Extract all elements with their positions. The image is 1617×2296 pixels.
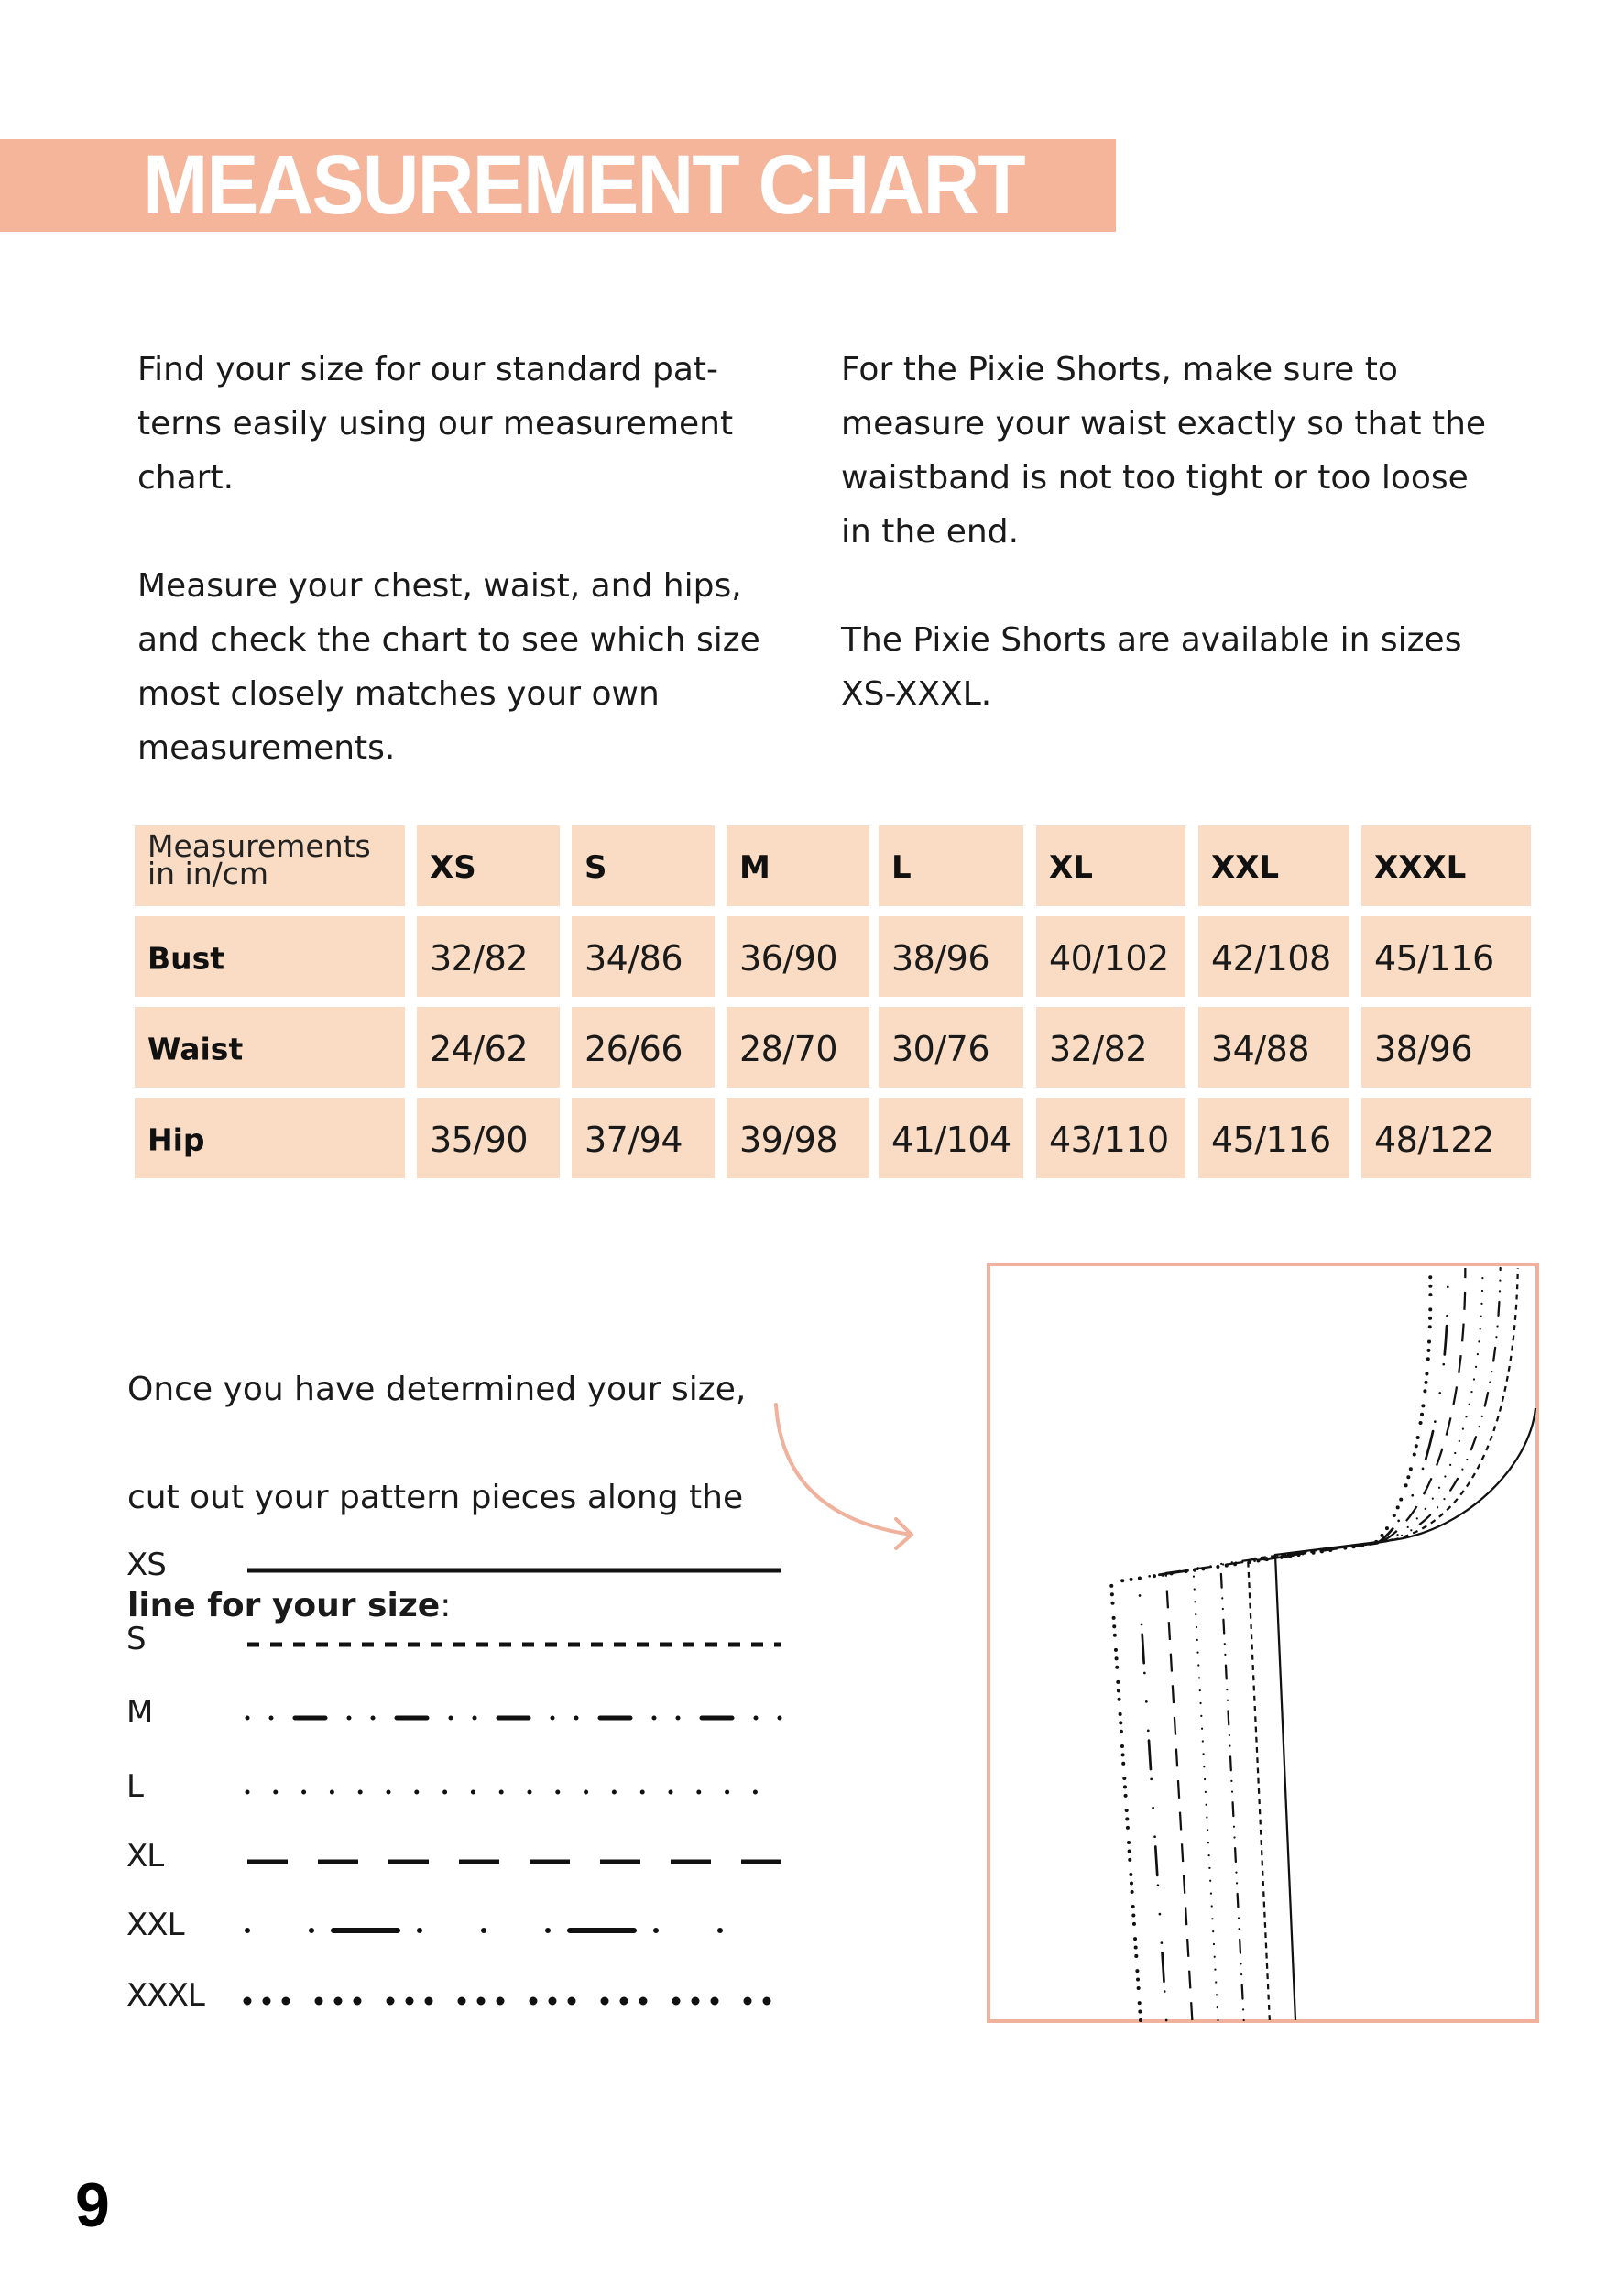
measurement-value: 45/116 bbox=[1374, 938, 1494, 979]
measurement-value: 36/90 bbox=[739, 938, 838, 979]
measurement-value: 37/94 bbox=[585, 1120, 683, 1161]
legend-size-label: XS bbox=[126, 1547, 166, 1583]
paragraph-line: waistband is not too tight or too loose bbox=[841, 459, 1469, 497]
measurement-value: 26/66 bbox=[585, 1029, 683, 1070]
measurement-value: 32/82 bbox=[1049, 1029, 1148, 1070]
measurement-value: 28/70 bbox=[739, 1029, 838, 1070]
cut-instructions-line: Once you have determined your size, bbox=[127, 1371, 747, 1408]
paragraph-line: The Pixie Shorts are available in sizes bbox=[841, 621, 1462, 659]
paragraph-line: XS-XXXL. bbox=[841, 675, 992, 713]
size-header: XXXL bbox=[1374, 849, 1467, 886]
measurement-value: 34/88 bbox=[1211, 1029, 1310, 1070]
measurement-label: Bust bbox=[147, 940, 225, 977]
measurement-value: 39/98 bbox=[739, 1120, 838, 1161]
measurement-label: Hip bbox=[147, 1121, 205, 1158]
size-header: XXL bbox=[1211, 849, 1280, 886]
measurement-value: 41/104 bbox=[891, 1120, 1011, 1161]
paragraph-line: terns easily using our measurement bbox=[137, 405, 734, 443]
cut-instructions-colon: : bbox=[440, 1587, 452, 1624]
legend-size-label: M bbox=[126, 1694, 153, 1731]
measurement-label: Waist bbox=[147, 1031, 244, 1067]
paragraph-line: Measure your chest, waist, and hips, bbox=[137, 567, 742, 605]
paragraph-line: chart. bbox=[137, 459, 235, 497]
measurement-value: 48/122 bbox=[1374, 1120, 1494, 1161]
measurement-value: 38/96 bbox=[1374, 1029, 1473, 1070]
measurement-value: 35/90 bbox=[430, 1120, 529, 1161]
page-title: MEASUREMENT CHART bbox=[143, 138, 1024, 232]
paragraph-line: most closely matches your own bbox=[137, 675, 660, 713]
size-header: L bbox=[891, 849, 912, 886]
cut-instructions-line: cut out your pattern pieces along the bbox=[127, 1479, 744, 1516]
table-corner-label-line: in in/cm bbox=[147, 856, 269, 891]
measurement-value: 34/86 bbox=[585, 938, 683, 979]
paragraph-line: and check the chart to see which size bbox=[137, 621, 760, 659]
measurement-value: 38/96 bbox=[891, 938, 990, 979]
measurement-value: 45/116 bbox=[1211, 1120, 1331, 1161]
size-header: XS bbox=[430, 849, 476, 886]
legend-size-label: XXXL bbox=[126, 1977, 204, 2014]
measurement-value: 32/82 bbox=[430, 938, 529, 979]
paragraph-line: measure your waist exactly so that the bbox=[841, 405, 1487, 443]
page-number: 9 bbox=[75, 2170, 110, 2240]
size-header: M bbox=[739, 849, 770, 886]
pattern-frame bbox=[989, 1264, 1537, 2021]
paragraph-line: measurements. bbox=[137, 729, 396, 767]
measurement-value: 43/110 bbox=[1049, 1120, 1169, 1161]
measurement-value: 24/62 bbox=[430, 1029, 529, 1070]
measurement-value: 40/102 bbox=[1049, 938, 1169, 979]
table-corner-label-line: Measurements bbox=[147, 828, 371, 864]
curved-arrow-icon bbox=[776, 1405, 912, 1535]
paragraph-line: in the end. bbox=[841, 513, 1020, 551]
size-header: XL bbox=[1049, 849, 1093, 886]
paragraph-line: Find your size for our standard pat- bbox=[137, 351, 719, 388]
legend-size-label: S bbox=[126, 1621, 146, 1657]
legend-size-label: L bbox=[126, 1768, 143, 1805]
cut-instructions-emphasis: line for your size bbox=[127, 1587, 441, 1624]
size-header: S bbox=[585, 849, 607, 886]
measurement-value: 30/76 bbox=[891, 1029, 990, 1070]
legend-size-label: XXL bbox=[126, 1907, 184, 1943]
legend-size-label: XL bbox=[126, 1838, 164, 1875]
measurement-value: 42/108 bbox=[1211, 938, 1331, 979]
paragraph-line: For the Pixie Shorts, make sure to bbox=[841, 351, 1398, 388]
